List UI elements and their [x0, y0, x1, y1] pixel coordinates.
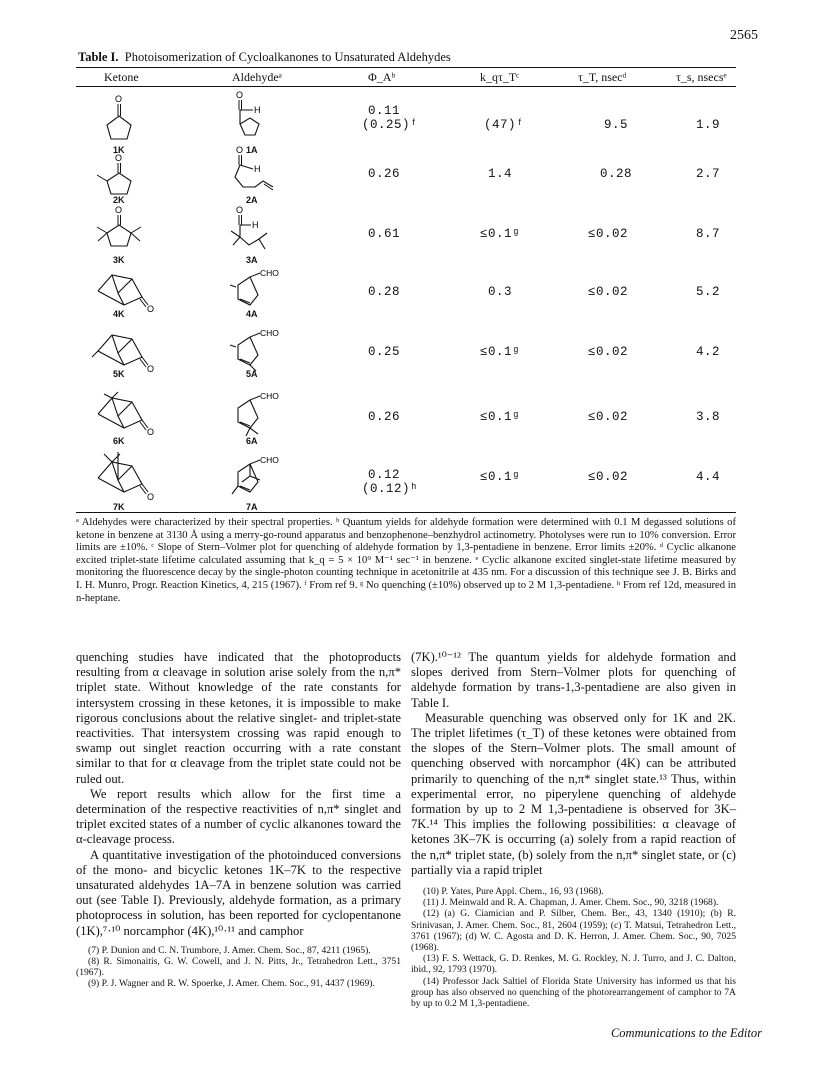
svg-text:O: O	[147, 364, 155, 374]
ketone-label: 5K	[113, 369, 125, 379]
table-title: Photoisomerization of Cycloalkanones to Unsaturated Aldehydes	[124, 50, 451, 64]
svg-text:O: O	[147, 304, 155, 314]
section-footer: Communications to the Editor	[610, 1026, 762, 1040]
ketone-label: 1K	[113, 145, 125, 155]
aldehyde-structure	[233, 145, 293, 197]
table-row	[76, 448, 736, 512]
phi-value: 0.25	[368, 345, 401, 359]
header-tau-s: τ_s, nsecsᵉ	[676, 70, 727, 84]
methylcyclopentanone-structure	[96, 153, 146, 197]
table-row	[76, 323, 736, 381]
tau-s-value: 4.2	[696, 345, 721, 359]
reference: (11) J. Meinwald and R. A. Chapman, J. Amer. Chem. Soc., 90, 3218 (1968).	[423, 897, 719, 909]
tau-t-value: ≤0.02	[588, 410, 629, 424]
aldehyde-label: 7A	[246, 502, 258, 512]
svg-text:O: O	[236, 90, 244, 100]
tau-t-value: 0.28	[600, 167, 633, 181]
phi-value: 0.11	[368, 104, 401, 118]
left-column	[76, 650, 401, 990]
phi-value: 0.12	[368, 468, 401, 482]
table-row	[76, 205, 736, 265]
reference: (14) Professor Jack Saltiel of Florida State University has informed us that his group has also observed no quenching of the photorearrangement of camphor to 7A by up to 0.2 M 1,3-pentadiene.	[411, 975, 736, 1010]
svg-text:H: H	[254, 105, 261, 115]
aldehyde-label: 1A	[246, 145, 258, 155]
references	[411, 886, 736, 1009]
svg-text:O: O	[236, 205, 244, 215]
paragraph: We report results which allow for the first time a determination of the respective reactivities of n,π* singlet and triplet excited states of a number of cyclic alkanones toward the α-cleavage process.	[76, 786, 401, 847]
phi-value: 0.26	[368, 167, 401, 181]
cyclopentanone-structure	[96, 94, 146, 140]
bicyclic-ketone-structure	[90, 392, 154, 438]
aldehyde-label: 3A	[246, 255, 258, 265]
aldehyde-structure	[229, 205, 289, 257]
kq-value: ≤0.1ᵍ	[480, 470, 521, 484]
aldehyde-label: 4A	[246, 309, 258, 319]
header-ketone: Ketone	[104, 70, 139, 84]
kq-value: ≤0.1ᵍ	[480, 345, 521, 359]
aldehyde-label: 6A	[246, 436, 258, 446]
kq-value: 1.4	[488, 167, 513, 181]
tau-t-value: 9.5	[604, 118, 629, 132]
aldehyde-structure	[228, 265, 288, 309]
reference: (7) P. Dunion and C. N. Trumbore, J. Amer. Chem. Soc., 87, 4211 (1965).	[88, 944, 371, 956]
camphor-structure	[90, 452, 156, 502]
tau-s-value: 1.9	[696, 118, 721, 132]
svg-text:CHO: CHO	[260, 455, 279, 465]
header-kq: k_qτ_Tᶜ	[480, 70, 520, 84]
svg-text:H: H	[254, 164, 261, 174]
aldehyde-structure	[228, 454, 288, 502]
header-aldehyde: Aldehydeᵃ	[232, 70, 282, 84]
aldehyde-structure	[228, 388, 288, 438]
tau-s-value: 2.7	[696, 167, 721, 181]
paragraph: (7K).¹⁰⁻¹² The quantum yields for aldehyde formation and slopes derived from Stern–Volmer plots for quenching of aldehyde formation by trans-1,3-pentadiene are also given in Table I.	[411, 650, 736, 710]
phi-value-alt: (0.12)ʰ	[362, 482, 419, 496]
ketone-label: 3K	[113, 255, 125, 265]
svg-text:H: H	[252, 220, 259, 230]
table-header-rule	[76, 86, 736, 87]
table-footnotes: ᵃ Aldehydes were characterized by their spectral properties. ᵇ Quantum yields for aldehyde formation were determined with 0.1 M degassed solutions of ketone in benzene at 3130 Å using a merry-go-round apparatus and benzophenone–benzhydrol actinometry. Photolyses were run to 10% conversion. Error limits are ±10%. ᶜ Slope of Stern–Volmer plot for quenching of aldehyde formation by 1,3-pentadiene in benzene. Error limits ±20%. ᵈ Cyclic alkanone excited triplet-state lifetime calculated assuming that k_q = 5 × 10⁹ M⁻¹ sec⁻¹ in benzene. ᵉ Cyclic alkanone excited singlet-state lifetime measured by monitoring the fluorescence decay by the single-photon counting technique in acetonitrile at 435 nm. For a discussion of this technique see J. B. Birks and I. H. Munro, Progr. Reaction Kinetics, 4, 215 (1967). ᶠ From ref 9. ᵍ No quenching (±10%) observed up to 2 M 1,3-pentadiene. ʰ From ref 12d, measured in n-heptane.	[76, 517, 736, 604]
svg-text:CHO: CHO	[260, 328, 279, 338]
aldehyde-label: 2A	[246, 195, 258, 205]
phi-value: 0.61	[368, 227, 401, 241]
table-bottom-rule	[76, 512, 736, 513]
svg-text:O: O	[115, 94, 123, 104]
table-label: Table I.	[78, 50, 119, 64]
table-top-rule	[76, 67, 736, 68]
svg-text:O: O	[115, 153, 123, 163]
tau-t-value: ≤0.02	[588, 470, 629, 484]
tau-t-value: ≤0.02	[588, 285, 629, 299]
paragraph: Measurable quenching was observed only for 1K and 2K. The triplet lifetimes (τ_T) of these ketones were obtained from the slopes of the Stern–Volmer plots. The small amount of quenching observed with norcamphor (4K) can be attributed primarily to quenching of the n,π* singlet state.¹³ Thus, within experimental error, no piperylene quenching of aldehyde formation by up to 2 M 1,3-pentadiene is observed for 3K–7K.¹⁴ This implies the following possibilities: α cleavage of ketones 3K–7K is occurring (a) solely from a rapid reaction of the n,π* triplet state, (b) solely from the n,π* singlet state, or (c) partially via a rapid triplet	[411, 710, 736, 877]
tau-t-value: ≤0.02	[588, 227, 629, 241]
tetramethylcyclopentanone-structure	[94, 205, 150, 257]
header-tau-t: τ_T, nsecᵈ	[578, 70, 627, 84]
aldehyde-structure	[233, 90, 283, 140]
svg-text:CHO: CHO	[260, 391, 279, 401]
page-number: 2565	[730, 28, 758, 43]
bicyclic-ketone-structure	[90, 329, 154, 373]
ketone-label: 6K	[113, 436, 125, 446]
svg-text:O: O	[147, 492, 155, 502]
references	[76, 945, 401, 990]
table-row	[76, 145, 736, 205]
svg-text:CHO: CHO	[260, 268, 279, 278]
phi-value-alt: (0.25)ᶠ	[362, 118, 419, 132]
ketone-label: 7K	[113, 502, 125, 512]
table-row	[76, 384, 736, 448]
reference: (13) F. S. Wettack, G. D. Renkes, M. G. Rockley, N. J. Turro, and J. C. Dalton, ibid., 92, 1793 (1970).	[411, 953, 736, 976]
tau-s-value: 8.7	[696, 227, 721, 241]
paragraph: A quantitative investigation of the photoinduced conversions of the mono- and bicyclic ketones 1K–7K to the respective unsaturated aldehydes 1A–7A in benzene solution was carried out (see Table I). Previously, aldehyde formation, as a primary photoprocess in solution, has been reported for cyclopentanone (1K),⁷·¹⁰ norcamphor (4K),¹⁰·¹¹ and camphor	[76, 847, 401, 938]
norcamphor-structure	[90, 269, 154, 313]
phi-value: 0.28	[368, 285, 401, 299]
reference: (8) R. Simonaitis, G. W. Cowell, and J. N. Pitts, Jr., Tetrahedron Lett., 3751 (1967).	[76, 956, 401, 979]
reference: (10) P. Yates, Pure Appl. Chem., 16, 93 (1968).	[423, 886, 604, 898]
phi-value: 0.26	[368, 410, 401, 424]
paragraph: quenching studies have indicated that the photoproducts resulting from α cleavage in solution arise solely from the n,π* triplet state. Without knowledge of the rate constants for intersystem crossing in these ketones, it is impossible to make rigorous conclusions about the relative singlet- and triplet-state reactivities. That intersystem crossing was rapid enough to swamp out singlet reaction occurring with a rate constant similar to that for α cleavage from the triplet state could not be ruled out.	[76, 650, 401, 786]
ketone-label: 2K	[113, 195, 125, 205]
svg-text:O: O	[115, 205, 123, 215]
aldehyde-structure	[228, 325, 288, 369]
kq-value: ≤0.1ᵍ	[480, 410, 521, 424]
kq-value: (47)ᶠ	[484, 118, 525, 132]
tau-s-value: 5.2	[696, 285, 721, 299]
svg-text:O: O	[236, 145, 244, 155]
table-caption	[78, 50, 451, 65]
right-column	[411, 650, 736, 1009]
reference: (12) (a) G. Ciamician and P. Silber, Chem. Ber., 43, 1340 (1910); (b) R. Srinivasan, J. Amer. Chem. Soc., 81, 2604 (1959); (c) T. Matsui, Tetrahedron Lett., 3761 (1967); (d) W. C. Agosta and D. K. Herron, J. Amer. Chem. Soc., 90, 7025 (1968).	[411, 908, 736, 954]
tau-s-value: 3.8	[696, 410, 721, 424]
svg-text:O: O	[147, 427, 155, 437]
aldehyde-label: 5A	[246, 369, 258, 379]
ketone-label: 4K	[113, 309, 125, 319]
kq-value: ≤0.1ᵍ	[480, 227, 521, 241]
reference: (9) P. J. Wagner and R. W. Spoerke, J. Amer. Chem. Soc., 91, 4437 (1969).	[88, 978, 375, 990]
tau-t-value: ≤0.02	[588, 345, 629, 359]
tau-s-value: 4.4	[696, 470, 721, 484]
table-row	[76, 263, 736, 321]
header-phi: Φ_Aᵇ	[368, 70, 396, 84]
kq-value: 0.3	[488, 285, 513, 299]
